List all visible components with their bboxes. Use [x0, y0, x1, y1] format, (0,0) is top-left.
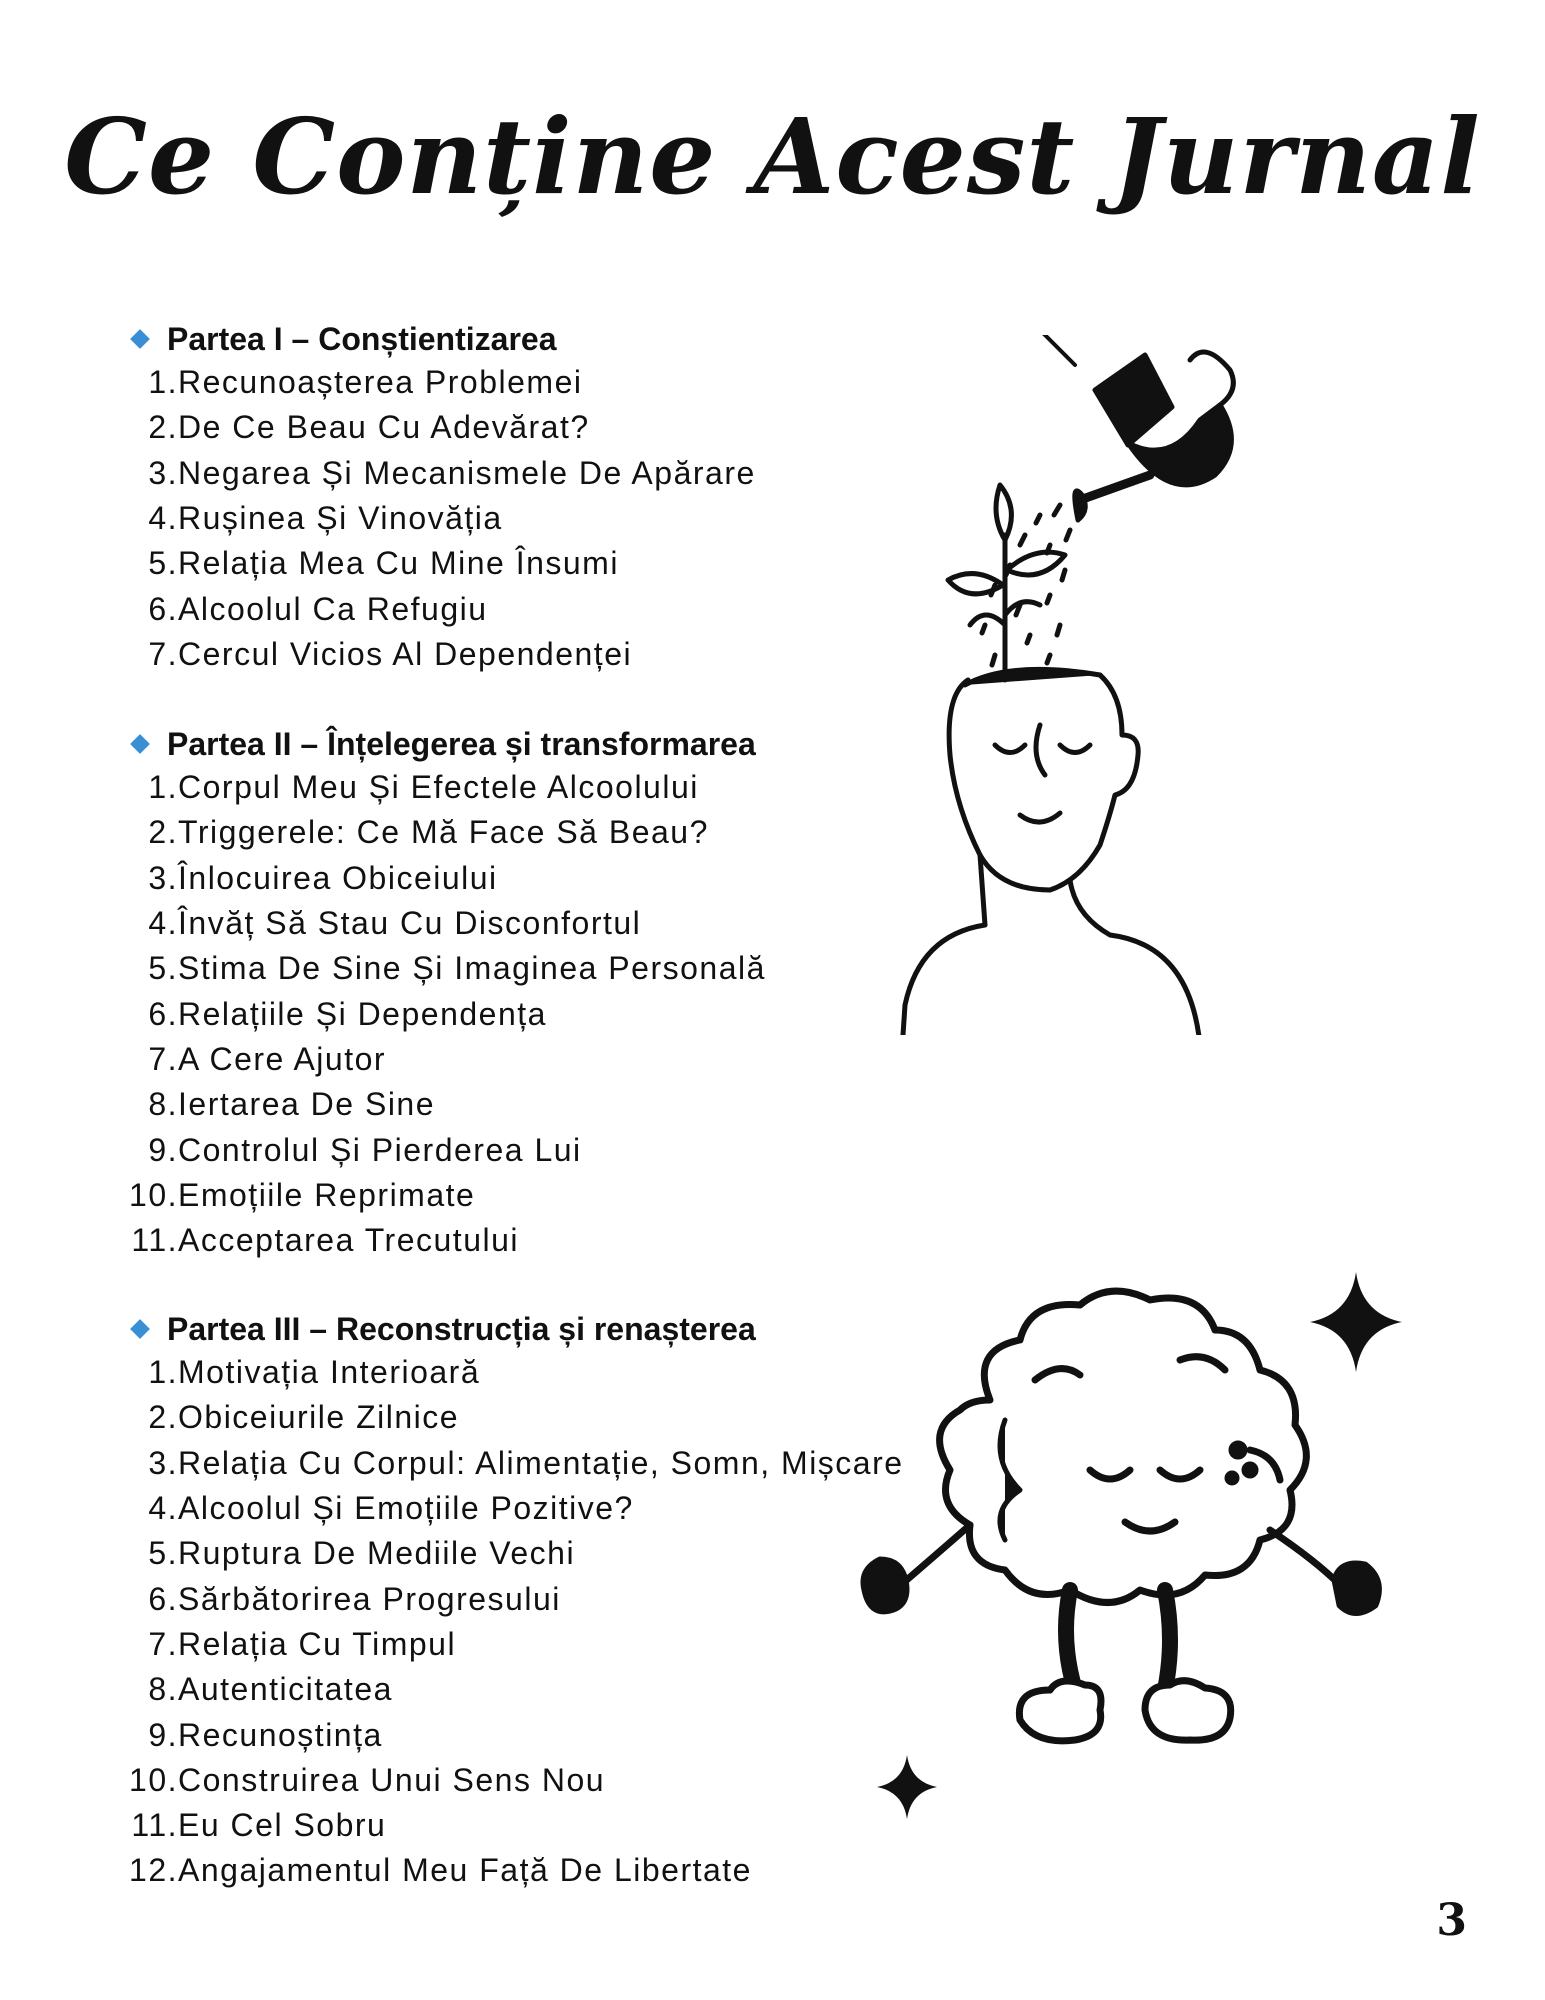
- sparkle-star-icon: [877, 1755, 937, 1819]
- item-number: 1.: [148, 1354, 178, 1391]
- item-number: 5.: [148, 545, 178, 582]
- item-number: 4.: [148, 1490, 178, 1527]
- diamond-bullet-icon: [130, 734, 150, 754]
- item-number: 7.: [148, 1040, 178, 1077]
- item-text: Cercul Vicios Al Dependenței: [178, 635, 633, 672]
- list-item: [128, 1037, 948, 1082]
- list-item: [128, 856, 948, 901]
- list-item: [128, 586, 948, 631]
- item-number: 1.: [148, 769, 178, 806]
- item-number: 8.: [148, 1086, 178, 1123]
- item-text: Alcoolul Și Emoțiile Pozitive?: [178, 1490, 634, 1527]
- item-text: Motivația Interioară: [178, 1354, 481, 1391]
- diamond-bullet-icon: [130, 329, 150, 349]
- item-text: Controlul Și Pierderea Lui: [178, 1131, 582, 1168]
- item-number: 5.: [148, 950, 178, 987]
- item-text: Autenticitatea: [178, 1671, 393, 1708]
- page-number: 3: [1436, 1895, 1467, 1946]
- item-number: 3.: [148, 1444, 178, 1481]
- item-text: Sărbătorirea Progresului: [178, 1580, 561, 1617]
- item-text: Relația Cu Corpul: Alimentație, Somn, Mișcare: [178, 1444, 904, 1481]
- item-text: Recunoștința: [178, 1716, 383, 1753]
- item-text: Corpul Meu Și Efectele Alcoolului: [178, 769, 699, 806]
- item-text: Relația Cu Timpul: [178, 1625, 457, 1662]
- item-number: 12.: [129, 1852, 178, 1889]
- item-text: Negarea Și Mecanismele De Apărare: [178, 454, 756, 491]
- section-heading-text: Partea III – Reconstrucția și renașterea: [167, 1310, 756, 1347]
- item-text: Obiceiurile Zilnice: [178, 1399, 460, 1436]
- list-item: [128, 991, 948, 1036]
- item-number: 4.: [148, 905, 178, 942]
- item-text: Recunoașterea Problemei: [178, 364, 583, 401]
- item-text: Eu Cel Sobru: [178, 1807, 387, 1844]
- item-text: Alcoolul Ca Refugiu: [178, 590, 488, 627]
- item-text: Triggerele: Ce Mă Face Să Beau?: [178, 814, 709, 851]
- item-number: 1.: [148, 364, 178, 401]
- item-number: 2.: [148, 409, 178, 446]
- item-number: 11.: [131, 1222, 178, 1259]
- section-heading: [128, 318, 948, 360]
- section-heading: [128, 723, 948, 765]
- item-text: A Cere Ajutor: [178, 1040, 387, 1077]
- item-number: 9.: [148, 1131, 178, 1168]
- section-part-2: [128, 723, 948, 1263]
- item-text: Emoțiile Reprimate: [178, 1176, 476, 1213]
- section-heading-text: Partea II – Înțelegerea și transformarea: [167, 725, 756, 762]
- list-item: [128, 541, 948, 586]
- page-title: Ce Conține Acest Jurnal: [64, 95, 1481, 218]
- item-number: 7.: [148, 635, 178, 672]
- item-number: 7.: [148, 1625, 178, 1662]
- item-text: Învăț Să Stau Cu Disconfortul: [178, 905, 642, 942]
- item-number: 6.: [148, 590, 178, 627]
- item-number: 5.: [148, 1535, 178, 1572]
- list-item: [128, 946, 948, 991]
- item-number: 3.: [148, 859, 178, 896]
- item-number: 8.: [148, 1671, 178, 1708]
- item-text: Stima De Sine Și Imaginea Personală: [178, 950, 766, 987]
- item-text: Construirea Unui Sens Nou: [178, 1761, 606, 1798]
- diamond-bullet-icon: [130, 1319, 150, 1339]
- item-number: 2.: [148, 814, 178, 851]
- item-text: Relația Mea Cu Mine Însumi: [178, 545, 619, 582]
- list-item: [128, 360, 948, 405]
- item-number: 11.: [131, 1807, 178, 1844]
- list-item: [128, 901, 948, 946]
- list-item: [128, 810, 948, 855]
- watering-can-head-plant-icon: [900, 335, 1370, 1035]
- item-number: 6.: [148, 1580, 178, 1617]
- list-item: [128, 1173, 948, 1218]
- item-number: 3.: [148, 454, 178, 491]
- list-item: [128, 765, 948, 810]
- item-number: 9.: [148, 1716, 178, 1753]
- section-heading-text: Partea I – Conștientizarea: [167, 320, 557, 357]
- list-item: [128, 632, 948, 677]
- sparkle-star-icon: [1310, 1272, 1402, 1372]
- item-number: 10.: [129, 1176, 178, 1213]
- item-number: 10.: [129, 1761, 178, 1798]
- list-item: [128, 1218, 948, 1263]
- item-number: 4.: [148, 500, 178, 537]
- item-number: 6.: [148, 995, 178, 1032]
- list-item: [128, 496, 948, 541]
- list-item: [128, 1803, 948, 1848]
- list-item: [128, 405, 948, 450]
- item-text: Acceptarea Trecutului: [178, 1222, 519, 1259]
- list-item: [128, 451, 948, 496]
- item-text: Ruptura De Mediile Vechi: [178, 1535, 576, 1572]
- list-item: [128, 1127, 948, 1172]
- item-number: 2.: [148, 1399, 178, 1436]
- section-part-1: [128, 318, 948, 677]
- list-item: [128, 1848, 948, 1893]
- item-text: Rușinea Și Vinovăția: [178, 500, 503, 537]
- list-item: [128, 1082, 948, 1127]
- item-text: Iertarea De Sine: [178, 1086, 436, 1123]
- item-text: De Ce Beau Cu Adevărat?: [178, 409, 590, 446]
- item-text: Angajamentul Meu Față De Libertate: [178, 1852, 752, 1889]
- item-text: Înlocuirea Obiceiului: [178, 859, 498, 896]
- item-text: Relațiile Și Dependența: [178, 995, 547, 1032]
